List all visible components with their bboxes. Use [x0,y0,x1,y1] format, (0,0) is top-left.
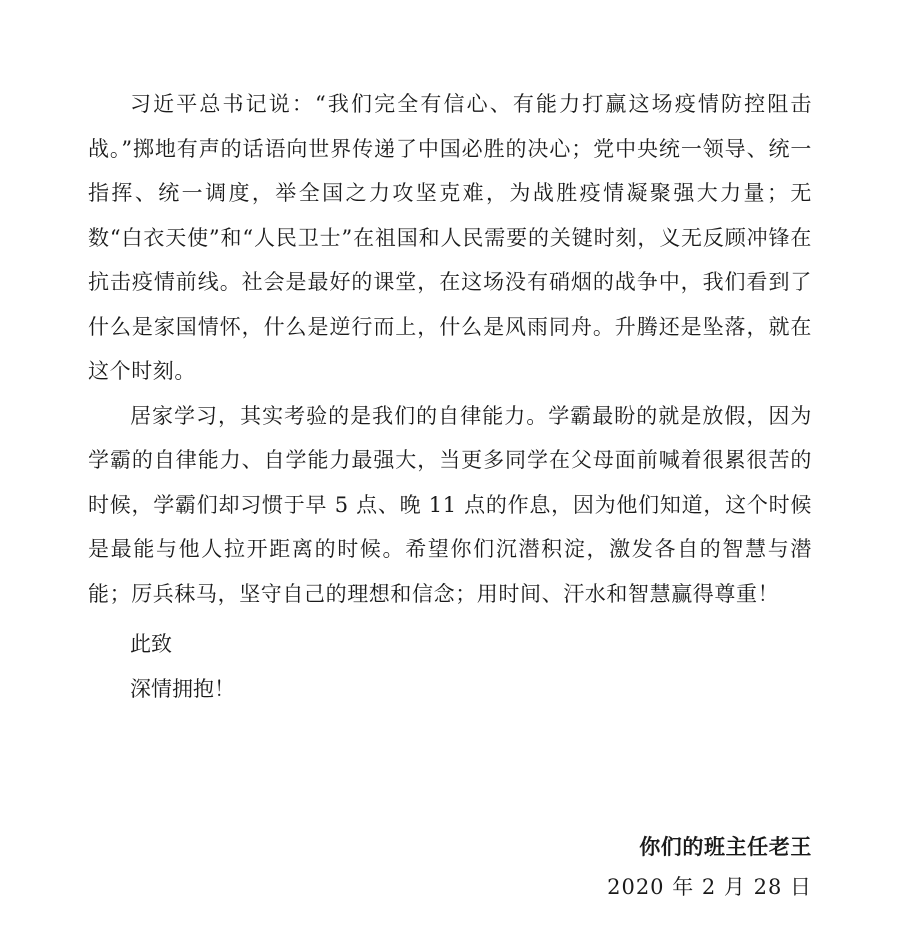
closing-greeting: 深情拥抱！ [130,676,235,701]
paragraph-1: 习近平总书记说：“我们完全有信心、有能力打赢这场疫情防控阻击战。”掷地有声的话语向世界传递了中国必胜的决心；党中央统一领导、统一指挥、统一调度，举全国之力攻坚克难，为战胜疫情凝聚强大力量；无数“白衣天使”和“人民卫士”在祖国和人民需要的关键时刻，义无反顾冲锋在抗击疫情前线。社会是最好的课堂，在这场没有硝烟的战争中，我们看到了什么是家国情怀，什么是逆行而上，什么是风雨同舟。升腾还是坠落，就在这个时刻。 [88,92,812,383]
signature: 你们的班主任老王 [639,834,812,859]
letter-body [88,82,812,711]
letter-date: 2020 年 2 月 28 日 [607,875,812,899]
closing-salutation: 此致 [130,632,172,656]
paragraph-2: 居家学习，其实考验的是我们的自律能力。学霸最盼的就是放假，因为学霸的自律能力、自学能力最强大，当更多同学在父母面前喊着很累很苦的时候，学霸们却习惯于早 5 点、晚 11 点的作息，因为他们知道，这个时候是最能与他人拉开距离的时候。希望你们沉潜积淀，激发各自的智慧与潜能；厉兵秣马，坚守自己的理想和信念；用时间、汗水和智慧赢得尊重！ [88,403,812,606]
